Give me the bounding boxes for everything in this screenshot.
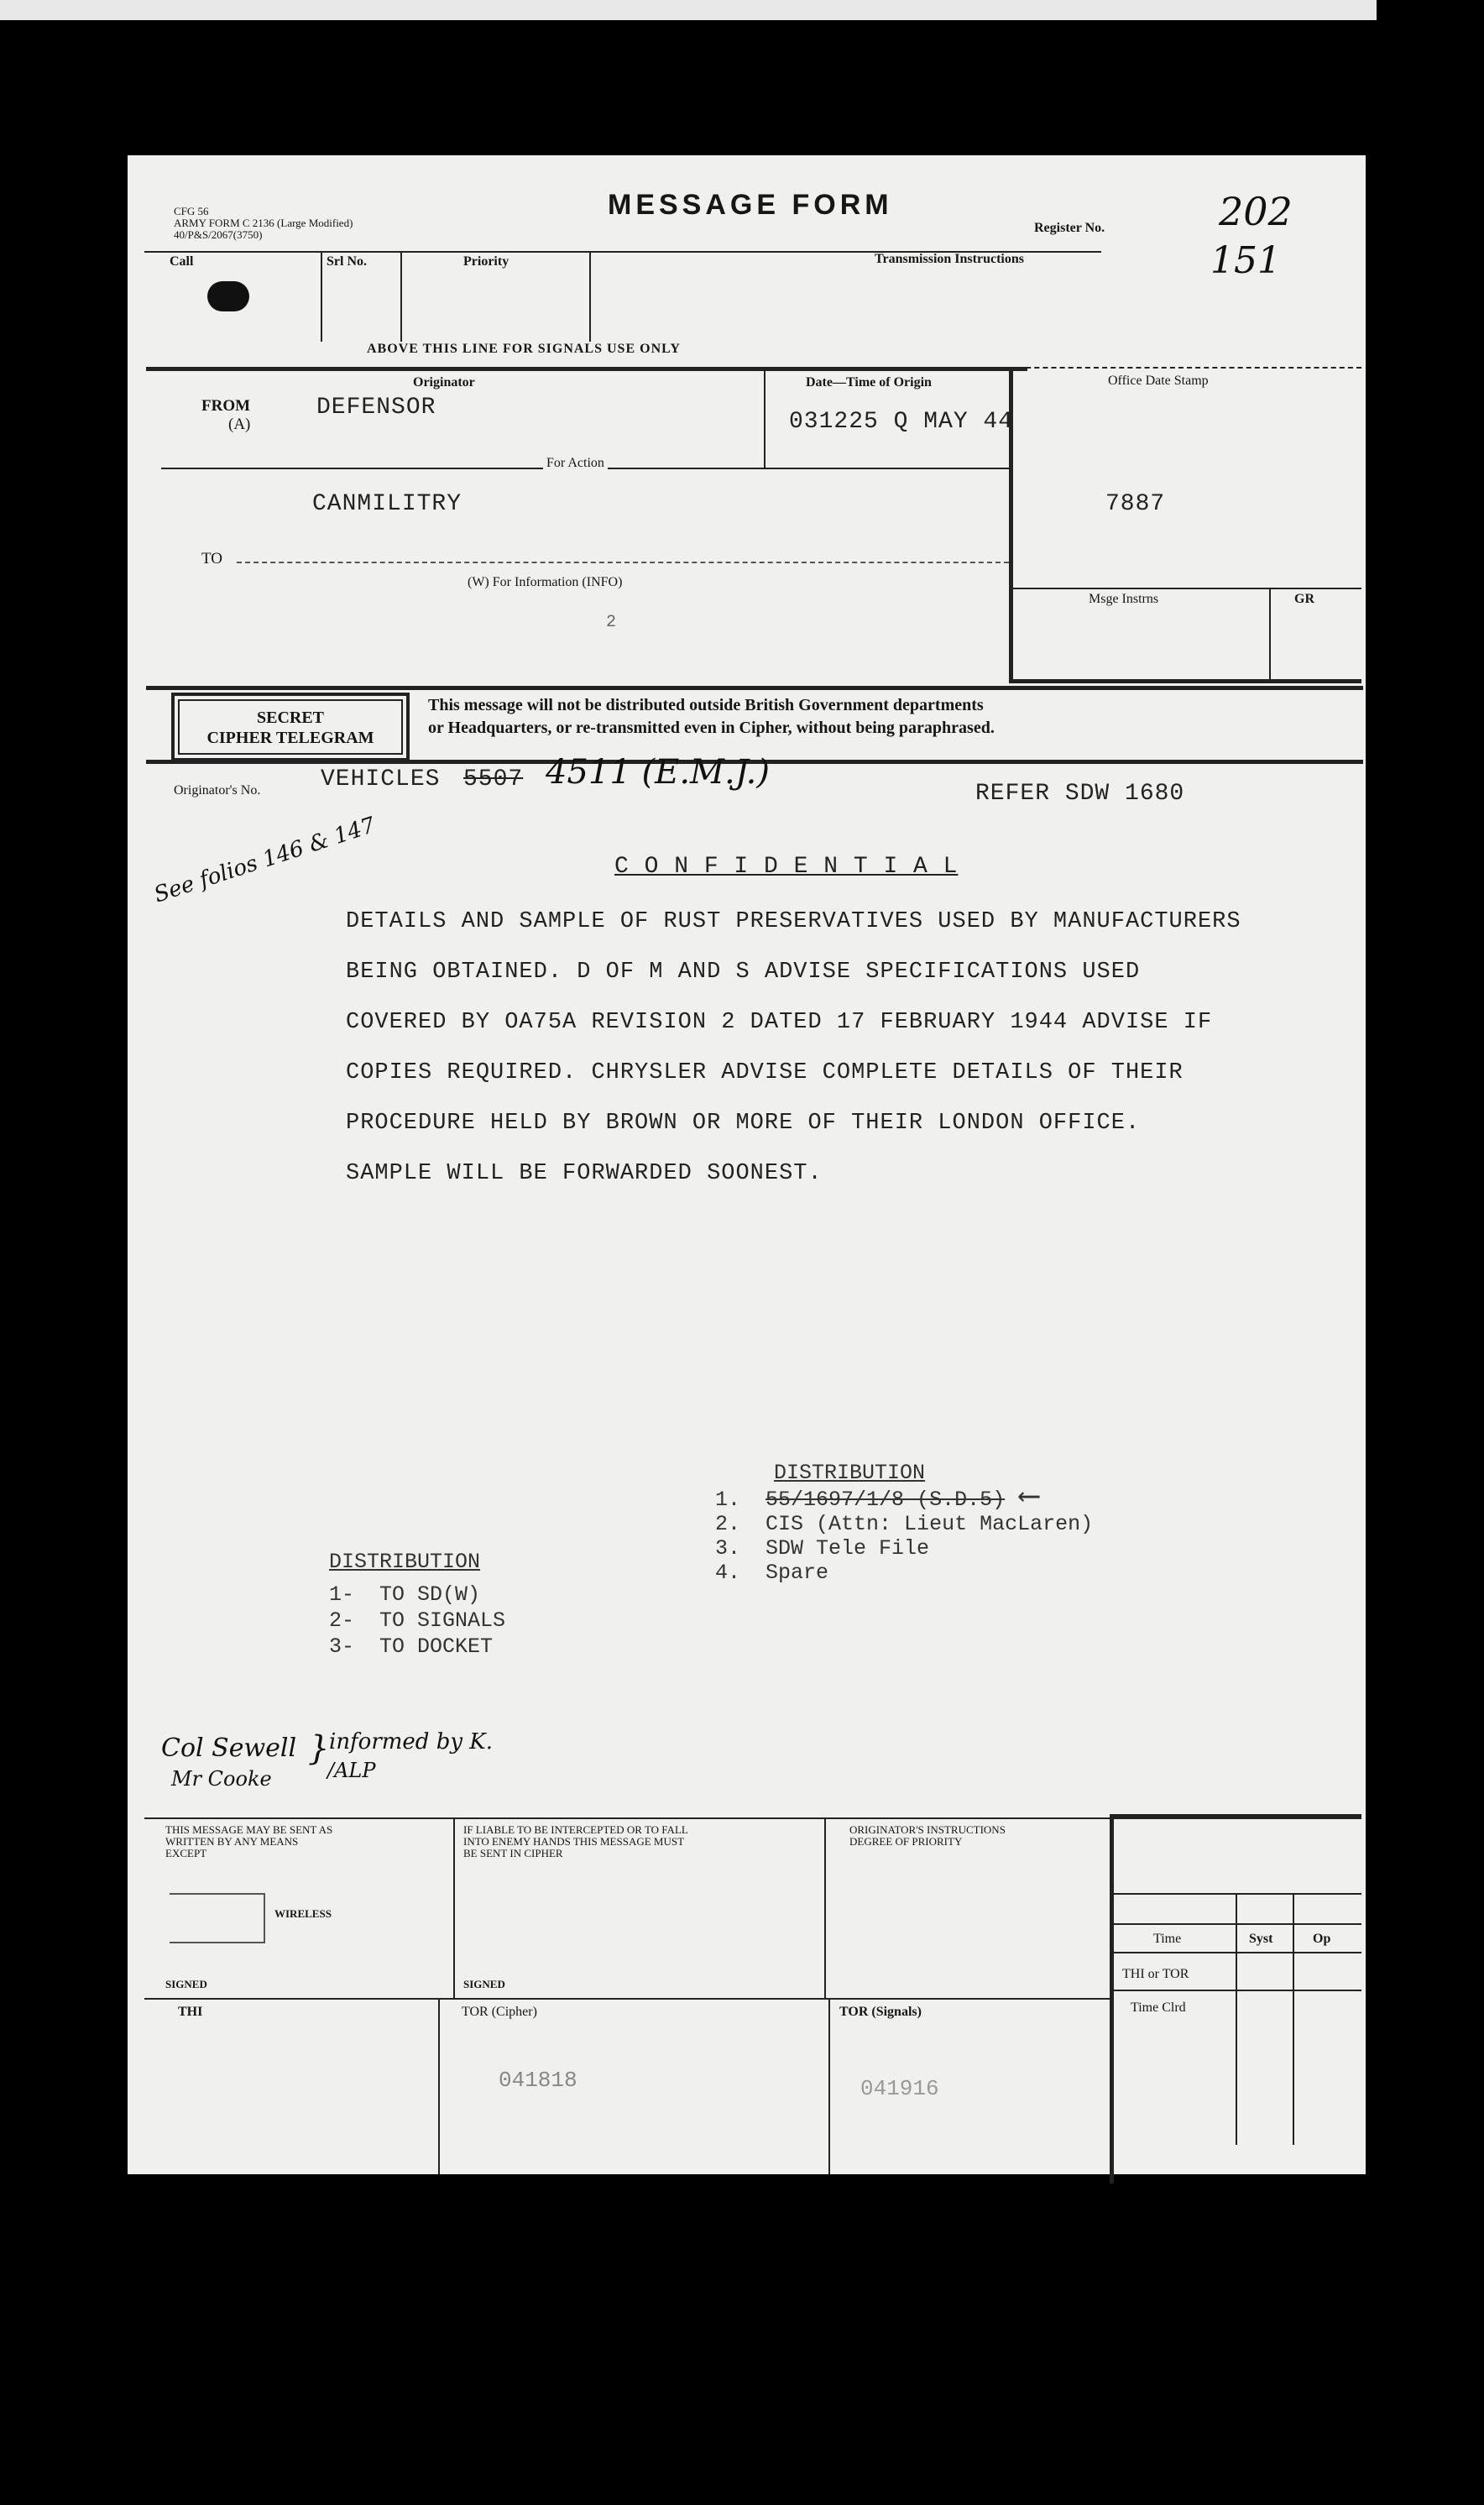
- info-label: (W) For Information (INFO): [468, 575, 623, 589]
- secret-cipher-box: [171, 693, 410, 761]
- tor-signals-value: 041916: [860, 2076, 939, 2101]
- message-form: [128, 155, 1366, 2174]
- message-line: SAMPLE WILL BE FORWARDED SOONEST.: [346, 1161, 823, 1186]
- item-text: Spare: [766, 1561, 829, 1585]
- footer-text: BE SENT IN CIPHER: [463, 1847, 563, 1859]
- form-code-line: CFG 56: [174, 205, 209, 217]
- footer-text: IF LIABLE TO BE INTERCEPTED OR TO FALL: [463, 1823, 688, 1836]
- footer-text: EXCEPT: [165, 1847, 207, 1859]
- handwritten-number: 4511 (E.M.J.): [546, 753, 770, 792]
- footer-text: THIS MESSAGE MAY BE SENT AS: [165, 1823, 333, 1836]
- signals-use-only-note: ABOVE THIS LINE FOR SIGNALS USE ONLY: [367, 342, 681, 356]
- tor-cipher-label: TOR (Cipher): [462, 2005, 537, 2019]
- distribution-item: [329, 1582, 505, 1608]
- item-number: 1-: [329, 1582, 355, 1607]
- distribution-item: [329, 1608, 505, 1634]
- srl-label: Srl No.: [327, 254, 367, 269]
- wireless-checkbox: [170, 1893, 265, 1943]
- register-label: Register No.: [1034, 221, 1105, 235]
- message-line: COVERED BY OA75A REVISION 2 DATED 17 FEBRUARY 1944 ADVISE IF: [346, 1010, 1213, 1035]
- from-sub-label: (A): [228, 416, 251, 433]
- msge-instrns-label: Msge Instrns: [1089, 592, 1159, 606]
- handwritten-initials: /ALP: [327, 1759, 376, 1782]
- distribution-item: [715, 1536, 1093, 1561]
- thi-or-tor-label: THI or TOR: [1122, 1967, 1189, 1981]
- handwritten-name: Col Sewell: [161, 1734, 297, 1763]
- tor-signals-label: TOR (Signals): [839, 2005, 922, 2019]
- form-title: MESSAGE FORM: [608, 189, 893, 221]
- register-number: 202: [1219, 189, 1293, 234]
- item-text: TO DOCKET: [379, 1634, 494, 1659]
- item-text: CIS (Attn: Lieut MacLaren): [766, 1512, 1094, 1536]
- date-time-value: 031225 Q MAY 44: [789, 409, 1014, 435]
- info-value: 2: [606, 613, 617, 632]
- tor-cipher-value: 041818: [499, 2068, 577, 2093]
- transmission-label: Transmission Instructions: [875, 252, 1024, 266]
- footer-text: WRITTEN BY ANY MEANS: [165, 1835, 299, 1848]
- distribution-item: [715, 1480, 1093, 1514]
- item-text: TO SD(W): [379, 1582, 481, 1607]
- footer-text: DEGREE OF PRIORITY: [849, 1835, 963, 1848]
- message-line: COPIES REQUIRED. CHRYSLER ADVISE COMPLETE DETAILS OF THEIR: [346, 1060, 1184, 1085]
- to-label: TO: [201, 550, 222, 567]
- priority-label: Priority: [463, 254, 509, 269]
- folio-number: 151: [1210, 239, 1281, 282]
- struck-number: 5507: [463, 766, 524, 792]
- distribution-item: [715, 1561, 1093, 1585]
- item-number: 3.: [715, 1536, 741, 1561]
- notice-line: This message will not be distributed outside British Government departments: [428, 696, 984, 714]
- distribution-item: [329, 1634, 505, 1660]
- originator-label: Originator: [413, 375, 475, 390]
- cipher-telegram-label: CIPHER TELEGRAM: [206, 729, 374, 747]
- footer-col3: [849, 1824, 1006, 1848]
- for-action-label: For Action: [543, 456, 608, 471]
- gr-label: GR: [1294, 592, 1314, 606]
- distribution-notice: [428, 694, 995, 740]
- signed-label: SIGNED: [165, 1978, 207, 1990]
- form-code: [174, 206, 353, 241]
- distribution-item: [715, 1512, 1093, 1536]
- item-number: 2.: [715, 1512, 741, 1536]
- message-line: DETAILS AND SAMPLE OF RUST PRESERVATIVES USED BY MANUFACTURERS: [346, 909, 1241, 934]
- footer-text: ORIGINATOR'S INSTRUCTIONS: [849, 1823, 1006, 1836]
- adjacent-page-edge: [0, 0, 1377, 20]
- call-mark: [207, 281, 249, 311]
- distribution-list-left: [329, 1549, 505, 1660]
- footer-col1: [165, 1824, 332, 1859]
- syst-label: Syst: [1249, 1932, 1273, 1946]
- bracket-mark: }: [308, 1729, 330, 1768]
- item-number: 2-: [329, 1608, 355, 1633]
- office-stamp-value: 7887: [1105, 491, 1166, 517]
- margin-note: See folios 146 & 147: [151, 813, 379, 908]
- action-addressee: CANMILITRY: [312, 491, 462, 517]
- footer-col2: [463, 1824, 688, 1859]
- message-line: BEING OBTAINED. D OF M AND S ADVISE SPECIFICATIONS USED: [346, 960, 1141, 985]
- item-number: 3-: [329, 1634, 355, 1659]
- message-heading: C O N F I D E N T I A L: [614, 854, 959, 880]
- distribution-heading: DISTRIBUTION: [774, 1461, 926, 1485]
- message-line: PROCEDURE HELD BY BROWN OR MORE OF THEIR LONDON OFFICE.: [346, 1111, 1141, 1136]
- originators-no-value: VEHICLES: [321, 766, 441, 792]
- initials-text: ALP: [334, 1759, 376, 1782]
- wireless-label: WIRELESS: [274, 1907, 332, 1920]
- form-code-line: 40/P&S/2067(3750): [174, 228, 263, 241]
- item-text: 55/1697/1/8 (S.D.5): [766, 1488, 1006, 1512]
- notice-line: or Headquarters, or re-transmitted even in Cipher, without being paraphrased.: [428, 719, 995, 737]
- secret-cipher-label: [178, 699, 403, 755]
- from-label: FROM: [201, 397, 251, 415]
- item-text: SDW Tele File: [766, 1536, 930, 1561]
- time-clrd-label: Time Clrd: [1131, 2000, 1186, 2015]
- time-label: Time: [1153, 1932, 1182, 1946]
- secret-label: SECRET: [256, 709, 325, 727]
- distribution-list-right: [715, 1461, 1093, 1585]
- form-code-line: ARMY FORM C 2136 (Large Modified): [174, 217, 353, 229]
- arrow-mark: ⟵: [1020, 1480, 1038, 1514]
- office-stamp-label: Office Date Stamp: [1108, 374, 1209, 388]
- handwritten-name: Mr Cooke: [171, 1767, 272, 1791]
- item-text: TO SIGNALS: [379, 1608, 506, 1633]
- refer-number: REFER SDW 1680: [975, 781, 1185, 807]
- originators-no-label: Originator's No.: [174, 783, 261, 798]
- item-number: 4.: [715, 1561, 741, 1585]
- footer-text: INTO ENEMY HANDS THIS MESSAGE MUST: [463, 1835, 685, 1848]
- distribution-heading: DISTRIBUTION: [329, 1550, 481, 1574]
- handwritten-note: informed by K.: [329, 1729, 493, 1755]
- op-label: Op: [1313, 1932, 1331, 1946]
- call-label: Call: [170, 254, 194, 269]
- date-time-label: Date—Time of Origin: [806, 375, 932, 390]
- signed-label: SIGNED: [463, 1978, 505, 1990]
- item-number: 1.: [715, 1488, 741, 1512]
- originator-value: DEFENSOR: [316, 395, 436, 421]
- thi-label: THI: [178, 2005, 203, 2019]
